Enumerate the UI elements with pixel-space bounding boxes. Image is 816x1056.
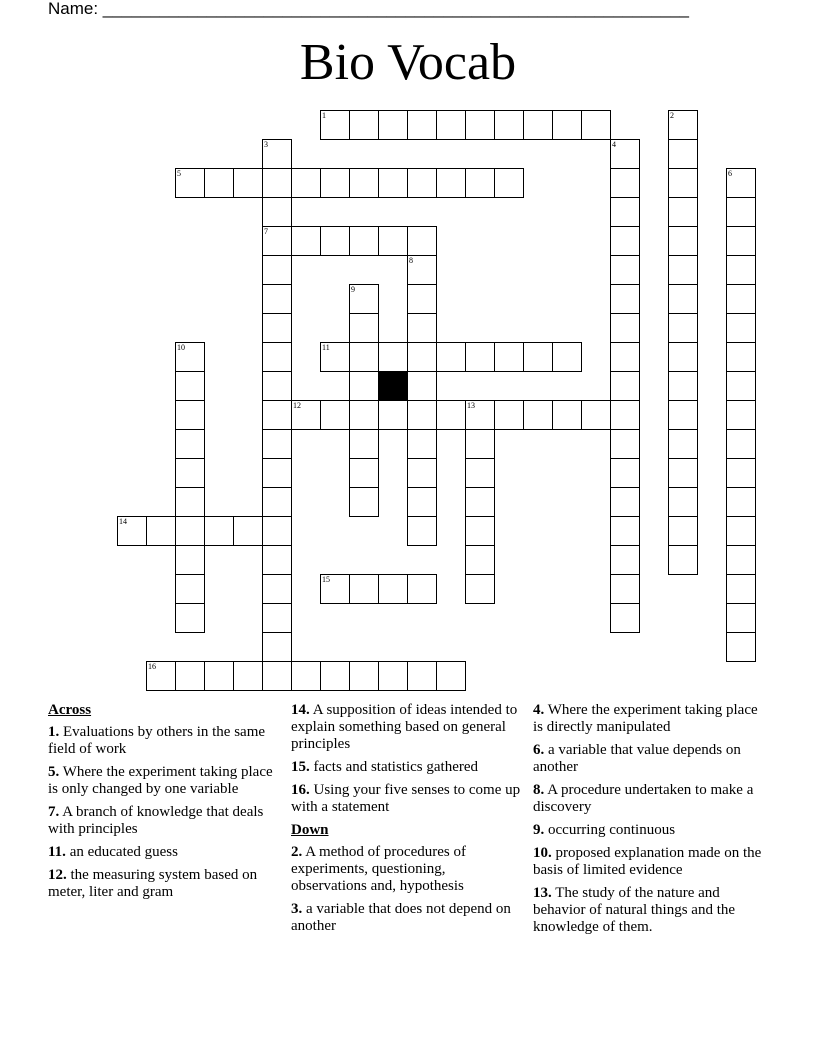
clue-number: 7.	[48, 804, 60, 820]
crossword-cell[interactable]	[668, 168, 698, 198]
crossword-cell[interactable]	[465, 168, 495, 198]
crossword-cell[interactable]	[175, 487, 205, 517]
clues-column-2	[291, 702, 521, 941]
crossword-cell[interactable]	[407, 574, 437, 604]
clue-across-15	[291, 759, 521, 776]
crossword-cell[interactable]	[291, 168, 321, 198]
crossword-cell[interactable]	[436, 110, 466, 140]
crossword-cell[interactable]	[262, 255, 292, 285]
crossword-cell[interactable]	[262, 226, 292, 256]
crossword-cell[interactable]	[610, 168, 640, 198]
clue-number-label: 16	[148, 662, 156, 671]
crossword-cell[interactable]	[668, 139, 698, 169]
crossword-cell[interactable]	[320, 110, 350, 140]
crossword-cell[interactable]	[262, 516, 292, 546]
crossword-cell[interactable]	[726, 429, 756, 459]
crossword-cell[interactable]	[349, 226, 379, 256]
crossword-cell[interactable]	[233, 168, 263, 198]
crossword-cell[interactable]	[610, 197, 640, 227]
clue-number: 9.	[533, 822, 545, 838]
crossword-cell[interactable]	[465, 545, 495, 575]
crossword-cell[interactable]	[581, 110, 611, 140]
crossword-cell[interactable]	[726, 400, 756, 430]
clue-text: A branch of knowledge that deals with principles	[48, 804, 264, 837]
crossword-cell[interactable]	[610, 516, 640, 546]
crossword-cell[interactable]	[726, 574, 756, 604]
crossword-cell[interactable]	[726, 516, 756, 546]
clue-number: 13.	[533, 885, 552, 901]
crossword-cell[interactable]	[465, 342, 495, 372]
crossword-cell[interactable]	[610, 255, 640, 285]
crossword-cell[interactable]	[204, 168, 234, 198]
crossword-cell[interactable]	[262, 197, 292, 227]
crossword-cell[interactable]	[175, 516, 205, 546]
crossword-cell[interactable]	[378, 168, 408, 198]
crossword-cell[interactable]	[726, 168, 756, 198]
crossword-cell[interactable]	[175, 429, 205, 459]
clue-number: 5.	[48, 764, 60, 780]
clue-down-9	[533, 822, 769, 839]
crossword-cell[interactable]	[436, 400, 466, 430]
clue-across-16	[291, 782, 521, 816]
crossword-cell[interactable]	[726, 371, 756, 401]
crossword-cell[interactable]	[262, 545, 292, 575]
crossword-cell[interactable]	[552, 400, 582, 430]
clue-number: 4.	[533, 702, 545, 718]
clue-down-2	[291, 844, 521, 895]
crossword-cell[interactable]	[262, 661, 292, 691]
crossword-cell[interactable]	[668, 197, 698, 227]
clues-column-1	[48, 702, 276, 907]
clue-number-label: 11	[322, 343, 330, 352]
crossword-cell[interactable]	[175, 603, 205, 633]
clue-across-1	[48, 724, 276, 758]
crossword-cell[interactable]	[349, 284, 379, 314]
crossword-cell[interactable]	[204, 661, 234, 691]
crossword-cell[interactable]	[726, 284, 756, 314]
clue-down-4	[533, 702, 769, 736]
crossword-cell[interactable]	[465, 458, 495, 488]
crossword-cell[interactable]	[349, 313, 379, 343]
crossword-cell[interactable]	[668, 313, 698, 343]
crossword-cell[interactable]	[320, 342, 350, 372]
clue-number-label: 6	[728, 169, 732, 178]
crossword-cell[interactable]	[610, 284, 640, 314]
page-title: Bio Vocab	[299, 34, 517, 91]
crossword-cell[interactable]	[175, 371, 205, 401]
crossword-cell[interactable]	[407, 342, 437, 372]
clue-text: The study of the nature and behavior of natural things and the knowledge of them.	[533, 885, 736, 935]
clue-text: A supposition of ideas intended to explain something based on general principles	[291, 702, 518, 752]
crossword-cell[interactable]	[349, 400, 379, 430]
crossword-cell[interactable]	[668, 487, 698, 517]
crossword-cell[interactable]	[349, 110, 379, 140]
crossword-cell[interactable]	[378, 574, 408, 604]
crossword-cell[interactable]	[668, 110, 698, 140]
crossword-cell[interactable]	[610, 313, 640, 343]
clue-down-10	[533, 845, 769, 879]
clue-number-label: 10	[177, 343, 185, 352]
clue-number: 6.	[533, 742, 545, 758]
clue-number: 10.	[533, 845, 552, 861]
clue-number: 2.	[291, 844, 303, 860]
crossword-cell[interactable]	[349, 342, 379, 372]
clue-text: proposed explanation made on the basis of limited evidence	[533, 845, 762, 878]
crossword-cell[interactable]	[523, 110, 553, 140]
crossword-cell[interactable]	[610, 487, 640, 517]
down-heading: Down	[291, 822, 329, 838]
clue-number: 1.	[48, 724, 60, 740]
crossword-cell[interactable]	[146, 516, 176, 546]
crossword-cell[interactable]	[146, 661, 176, 691]
crossword-cell[interactable]	[407, 661, 437, 691]
crossword-cell[interactable]	[407, 516, 437, 546]
crossword-cell[interactable]	[668, 458, 698, 488]
crossword-cell[interactable]	[436, 342, 466, 372]
crossword-cell[interactable]	[175, 574, 205, 604]
clue-number: 15.	[291, 759, 310, 775]
crossword-cell[interactable]	[465, 574, 495, 604]
clue-number-label: 1	[322, 111, 326, 120]
crossword-cell[interactable]	[726, 603, 756, 633]
crossword-cell[interactable]	[291, 400, 321, 430]
clue-text: a variable that value depends on another	[533, 742, 741, 775]
crossword-cell[interactable]	[465, 110, 495, 140]
crossword-cell[interactable]	[610, 400, 640, 430]
crossword-cell[interactable]	[407, 429, 437, 459]
crossword-cell[interactable]	[523, 342, 553, 372]
crossword-cell[interactable]	[349, 487, 379, 517]
crossword-cell[interactable]	[610, 574, 640, 604]
crossword-cell[interactable]	[668, 545, 698, 575]
crossword-cell[interactable]	[407, 487, 437, 517]
clue-text: an educated guess	[69, 844, 178, 860]
crossword-cell[interactable]	[610, 342, 640, 372]
clue-text: facts and statistics gathered	[313, 759, 479, 775]
crossword-cell[interactable]	[117, 516, 147, 546]
clue-across-7	[48, 804, 276, 838]
crossword-cell[interactable]	[610, 139, 640, 169]
clue-across-11	[48, 844, 276, 861]
crossword-cell[interactable]	[726, 226, 756, 256]
crossword-cell[interactable]	[378, 342, 408, 372]
crossword-cell[interactable]	[465, 487, 495, 517]
crossword-cell[interactable]	[726, 313, 756, 343]
crossword-cell[interactable]	[407, 458, 437, 488]
crossword-cell[interactable]	[726, 255, 756, 285]
clue-text: occurring continuous	[548, 822, 676, 838]
crossword-cell[interactable]	[262, 168, 292, 198]
crossword-cell[interactable]	[262, 429, 292, 459]
crossword-cell[interactable]	[494, 400, 524, 430]
crossword-cell[interactable]	[552, 110, 582, 140]
crossword-cell[interactable]	[668, 516, 698, 546]
crossword-cell[interactable]	[320, 400, 350, 430]
crossword-cell[interactable]	[349, 429, 379, 459]
crossword-cell[interactable]	[407, 284, 437, 314]
crossword-cell[interactable]	[610, 603, 640, 633]
crossword-cell[interactable]	[726, 487, 756, 517]
crossword-cell[interactable]	[262, 487, 292, 517]
crossword-cell[interactable]	[726, 197, 756, 227]
clue-number-label: 5	[177, 169, 181, 178]
crossword-cell[interactable]	[610, 458, 640, 488]
crossword-cell[interactable]	[349, 168, 379, 198]
crossword-cell[interactable]	[262, 632, 292, 662]
crossword-cell[interactable]	[378, 110, 408, 140]
crossword-cell[interactable]	[291, 226, 321, 256]
across-heading: Across	[48, 702, 92, 718]
crossword-cell[interactable]	[436, 661, 466, 691]
crossword-cell[interactable]	[233, 661, 263, 691]
clue-number-label: 14	[119, 517, 127, 526]
crossword-cell[interactable]	[436, 168, 466, 198]
crossword-cell[interactable]	[523, 400, 553, 430]
crossword-cell[interactable]	[668, 226, 698, 256]
clue-text: the measuring system based on meter, liter and gram	[48, 867, 258, 900]
crossword-cell[interactable]	[175, 661, 205, 691]
crossword-cell[interactable]	[726, 342, 756, 372]
clue-number-label: 4	[612, 140, 616, 149]
crossword-cell[interactable]	[668, 255, 698, 285]
crossword-cell[interactable]	[378, 226, 408, 256]
clue-down-3	[291, 901, 521, 935]
crossword-cell[interactable]	[407, 400, 437, 430]
crossword-cell[interactable]	[349, 661, 379, 691]
clue-across-14	[291, 702, 521, 753]
crossword-cell[interactable]	[175, 458, 205, 488]
crossword-cell[interactable]	[726, 545, 756, 575]
crossword-cell[interactable]	[262, 371, 292, 401]
crossword-cell[interactable]	[610, 226, 640, 256]
crossword-cell[interactable]	[668, 371, 698, 401]
crossword-cell[interactable]	[320, 574, 350, 604]
crossword-cell[interactable]	[494, 168, 524, 198]
clue-text: Where the experiment taking place is directly manipulated	[533, 702, 758, 735]
clue-number-label: 9	[351, 285, 355, 294]
clue-text: Evaluations by others in the same field of work	[48, 724, 266, 757]
crossword-cell[interactable]	[552, 342, 582, 372]
crossword-cell[interactable]	[494, 342, 524, 372]
crossword-cell[interactable]	[262, 342, 292, 372]
crossword-cell[interactable]	[465, 429, 495, 459]
crossword-cell[interactable]	[262, 458, 292, 488]
crossword-cell[interactable]	[262, 574, 292, 604]
clue-number: 8.	[533, 782, 545, 798]
crossword-cell[interactable]	[726, 458, 756, 488]
crossword-cell[interactable]	[175, 342, 205, 372]
crossword-cell[interactable]	[610, 545, 640, 575]
crossword-cell[interactable]	[668, 342, 698, 372]
crossword-cell[interactable]	[175, 400, 205, 430]
clue-number: 14.	[291, 702, 310, 718]
clues-column-3	[533, 702, 769, 942]
clue-number-label: 13	[467, 401, 475, 410]
clue-number-label: 7	[264, 227, 268, 236]
crossword-cell[interactable]	[407, 313, 437, 343]
name-field-label: Name: ______________________________________________________________	[48, 0, 689, 18]
crossword-cell[interactable]	[320, 168, 350, 198]
crossword-cell[interactable]	[262, 603, 292, 633]
clue-text: A method of procedures of experiments, questioning, observations and, hypothesis	[291, 844, 466, 894]
clue-number: 12.	[48, 867, 67, 883]
clue-down-13	[533, 885, 769, 936]
crossword-cell[interactable]	[407, 255, 437, 285]
crossword-cell[interactable]	[262, 284, 292, 314]
clue-across-5	[48, 764, 276, 798]
clue-text: Where the experiment taking place is only changed by one variable	[48, 764, 273, 797]
crossword-block	[378, 371, 408, 401]
crossword-cell[interactable]	[407, 110, 437, 140]
clue-number: 16.	[291, 782, 310, 798]
crossword-cell[interactable]	[581, 400, 611, 430]
crossword-cell[interactable]	[262, 139, 292, 169]
crossword-cell[interactable]	[291, 661, 321, 691]
crossword-cell[interactable]	[465, 516, 495, 546]
crossword-cell[interactable]	[262, 400, 292, 430]
crossword-cell[interactable]	[610, 429, 640, 459]
clue-number: 11.	[48, 844, 66, 860]
crossword-cell[interactable]	[175, 168, 205, 198]
clue-number-label: 2	[670, 111, 674, 120]
crossword-cell[interactable]	[668, 284, 698, 314]
clue-number-label: 12	[293, 401, 301, 410]
clue-number-label: 15	[322, 575, 330, 584]
crossword-cell[interactable]	[407, 371, 437, 401]
crossword-cell[interactable]	[378, 400, 408, 430]
clue-text: A procedure undertaken to make a discovery	[533, 782, 754, 815]
crossword-cell[interactable]	[349, 574, 379, 604]
clue-text: a variable that does not depend on another	[291, 901, 511, 934]
crossword-cell[interactable]	[726, 632, 756, 662]
clue-down-8	[533, 782, 769, 816]
crossword-cell[interactable]	[378, 661, 408, 691]
crossword-cell[interactable]	[320, 661, 350, 691]
crossword-cell[interactable]	[610, 371, 640, 401]
crossword-cell[interactable]	[407, 168, 437, 198]
crossword-cell[interactable]	[407, 226, 437, 256]
crossword-cell[interactable]	[204, 516, 234, 546]
crossword-cell[interactable]	[465, 400, 495, 430]
crossword-cell[interactable]	[668, 429, 698, 459]
crossword-cell[interactable]	[262, 313, 292, 343]
crossword-cell[interactable]	[349, 371, 379, 401]
crossword-cell[interactable]	[233, 516, 263, 546]
crossword-cell[interactable]	[320, 226, 350, 256]
crossword-cell[interactable]	[494, 110, 524, 140]
crossword-cell[interactable]	[349, 458, 379, 488]
clue-number-label: 3	[264, 140, 268, 149]
clue-across-12	[48, 867, 276, 901]
clue-number: 3.	[291, 901, 303, 917]
crossword-cell[interactable]	[668, 400, 698, 430]
clue-text: Using your five senses to come up with a statement	[291, 782, 521, 815]
crossword-cell[interactable]	[175, 545, 205, 575]
clue-down-6	[533, 742, 769, 776]
clue-number-label: 8	[409, 256, 413, 265]
